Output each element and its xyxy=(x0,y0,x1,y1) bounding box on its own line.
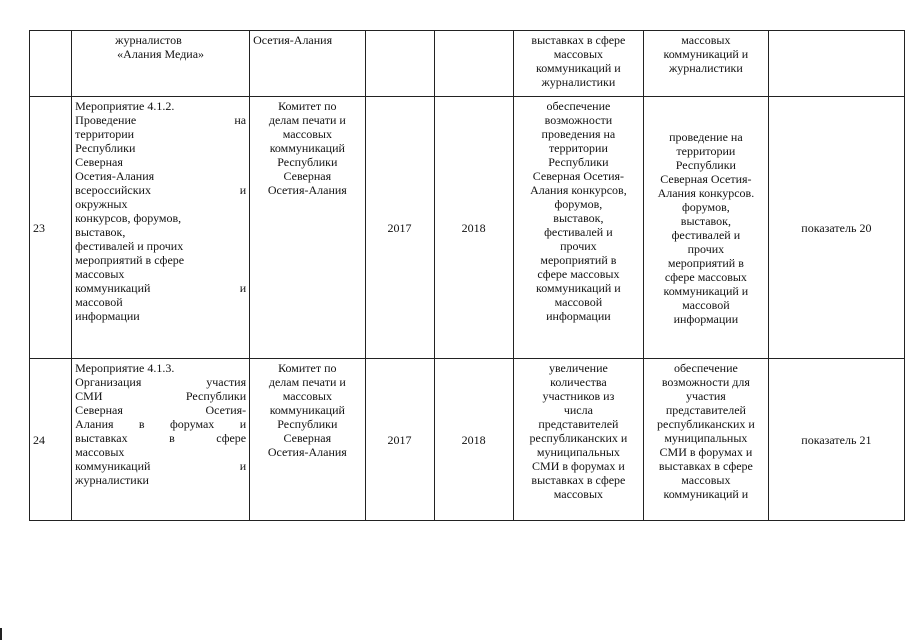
measure-line: Республики xyxy=(75,141,136,155)
start-year-cell: 2017 xyxy=(365,359,434,521)
measure-line: Осетия-Алания xyxy=(75,169,155,183)
indicator-cell: показатель 21 xyxy=(768,359,904,521)
measure-line: журналистики xyxy=(75,473,149,487)
start-year-cell: 2017 xyxy=(365,97,434,359)
row-number-cell: 24 xyxy=(30,359,72,521)
indicator-cell: показатель 20 xyxy=(768,97,904,359)
measure-line: Мероприятие 4.1.2. xyxy=(75,99,175,113)
measure-cell: журналистов «Алания Медиа» xyxy=(72,31,250,97)
measure-line: массовых xyxy=(75,445,125,459)
table-row xyxy=(30,359,905,521)
measure-cell xyxy=(72,97,250,359)
end-year-cell: 2018 xyxy=(434,97,513,359)
page-edge-mark xyxy=(0,628,2,640)
consequence-cell: проведение на территории Республики Северная Осетия- Алания конкурсов. форумов, выставок, фестивалей и прочих мероприятий в сфере массовых коммуникаций и массовой информации xyxy=(644,97,769,359)
measure-line: мероприятий в сфере xyxy=(75,253,185,267)
executor-cell: Комитет по делам печати и массовых коммуникаций Республики Северная Осетия-Алания xyxy=(250,359,365,521)
result-cell: увеличение количества участников из числа представителей республиканских и муниципальных СМИ в форумах и выставках в сфере массовых xyxy=(513,359,643,521)
indicator-cell xyxy=(768,31,904,97)
measure-line: всероссийских и xyxy=(75,183,247,197)
measure-line: коммуникаций и xyxy=(75,459,247,473)
table-row xyxy=(30,97,905,359)
start-year-cell xyxy=(365,31,434,97)
measure-line: выставок, xyxy=(75,225,126,239)
measure-line: окружных xyxy=(75,197,128,211)
measure-line: Северная Осетия- xyxy=(75,403,247,417)
measure-cell xyxy=(72,359,250,521)
table-row xyxy=(30,31,905,97)
end-year-cell: 2018 xyxy=(434,359,513,521)
result-cell: обеспечение возможности проведения на территории Республики Северная Осетия- Алания конкурсов, форумов, выставок, фестивалей и прочих мероприятий в сфере массовых коммуникаций и массовой информации xyxy=(513,97,643,359)
measure-line: фестивалей и прочих xyxy=(75,239,184,253)
measure-line: территории xyxy=(75,127,135,141)
row-number-cell xyxy=(30,31,72,97)
measure-line: массовой xyxy=(75,295,123,309)
consequence-cell: массовых коммуникаций и журналистики xyxy=(644,31,769,97)
measures-table xyxy=(29,30,905,521)
measure-line: конкурсов, форумов, xyxy=(75,211,182,225)
end-year-cell xyxy=(434,31,513,97)
measure-line: Проведение на xyxy=(75,113,247,127)
measure-line: информации xyxy=(75,309,140,323)
measure-line: выставках в сфере xyxy=(75,431,247,445)
measure-line: Мероприятие 4.1.3. xyxy=(75,361,175,375)
measure-line: коммуникаций и xyxy=(75,281,247,295)
measure-line: Алания в форумах и xyxy=(75,417,247,431)
consequence-cell: обеспечение возможности для участия представителей республиканских и муниципальных СМИ в форумах и выставках в сфере массовых коммуникаций и xyxy=(644,359,769,521)
measure-line: Организация участия xyxy=(75,375,247,389)
result-cell: выставках в сфере массовых коммуникаций и журналистики xyxy=(513,31,643,97)
measure-line: Северная xyxy=(75,155,123,169)
executor-cell: Осетия-Алания xyxy=(250,31,365,97)
executor-cell: Комитет по делам печати и массовых коммуникаций Республики Северная Осетия-Алания xyxy=(250,97,365,359)
row-number-cell: 23 xyxy=(30,97,72,359)
measure-line: СМИ Республики xyxy=(75,389,247,403)
measure-line: массовых xyxy=(75,267,125,281)
